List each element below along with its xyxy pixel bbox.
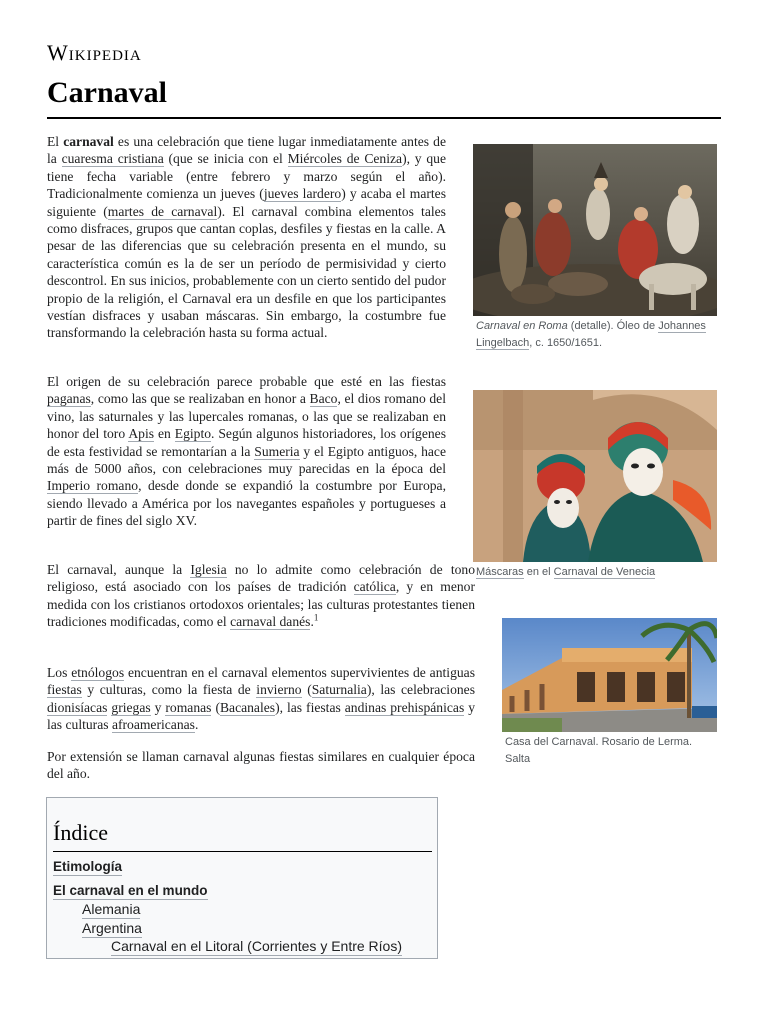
article-link[interactable]: Miércoles de Ceniza <box>287 151 403 167</box>
article-link[interactable]: católica <box>353 579 396 595</box>
article-link[interactable]: Saturnalia <box>311 682 367 698</box>
title-divider <box>47 117 721 119</box>
figure-painting <box>473 144 717 352</box>
article-link[interactable]: dionisíacas <box>47 699 108 715</box>
toc-item-argentina[interactable]: Argentina <box>82 920 142 936</box>
article-link[interactable]: Johannes Lingelbach <box>476 320 706 349</box>
toc-item-etimologia[interactable]: Etimología <box>53 859 123 874</box>
toc-item-carnaval-litoral[interactable]: Carnaval en el Litoral (Corrientes y Entre Ríos) <box>111 938 403 954</box>
toc-divider <box>53 851 432 852</box>
article-link[interactable]: invierno <box>256 682 302 698</box>
casa-del-carnaval-photo[interactable] <box>502 618 717 732</box>
paragraph-religion: El carnaval, aunque la Iglesia no lo admite como celebración de tono religioso, está asociado con los países de tradición católica, y en menor medida con los cristianos ortodoxos orientales; las culturas protestantes tienen tradiciones modificadas, como el carnaval danés.$^1$ <box>47 562 475 630</box>
article-link[interactable]: Baco <box>309 391 338 407</box>
article-link[interactable]: Sumeria <box>254 443 300 459</box>
figure-casa-carnaval <box>502 618 717 768</box>
article-link[interactable]: Iglesia <box>190 562 227 577</box>
article-link[interactable]: jueves lardero <box>263 186 342 202</box>
paragraph-intro: El carnaval es una celebración que tiene lugar inmediatamente antes de la cuaresma cristiana (que se inicia con el Miércoles de Ceniza), y que tiene fecha variable (entre febrero y marzo según el año). Tradicionalmente comienza un jueves (jueves lardero) y acaba el martes siguiente (martes de carnaval). El carnaval combina elementos tales como disfraces, grupos que cantan coplas, desfiles y fiestas en la calle. A pesar de las diferencias que su celebración presenta en el mundo, su característica común es la de ser un período de permisividad y cierto descontrol. En sus inicios, probablemente con un cierto sentido del pudor propio de la religión, el Carnaval era un desfile en que los participantes vestían disfraces y usaban máscaras. Sin embargo, la costumbre fue transformando la celebración hasta su forma actual. <box>47 134 446 341</box>
bold-term: carnaval <box>63 134 114 149</box>
figure-casa-caption: Casa del Carnaval. Rosario de Lerma. Salta <box>505 736 693 765</box>
page-title: Carnaval <box>47 76 167 109</box>
article-link[interactable]: fiestas <box>47 682 82 698</box>
article-link[interactable]: andinas prehispánicas <box>344 699 465 715</box>
paragraph-origin: El origen de su celebración parece probable que esté en las fiestas paganas, como las que se realizaban en honor a Baco, el dios romano del vino, las saturnales y las lupercales romanas, o las que se realizaban en honor del toro Apis en Egipto. Según algunos historiadores, los orígenes de esta festividad se remontarían a la Sumeria y el Egipto antiguos, hace más de 5000 años, con celebraciones muy parecidas en la época del Imperio romano, desde donde se expandió la costumbre por Europa, siendo llevado a América por los navegantes españoles y portugueses a partir de fines del siglo XV. <box>47 374 446 529</box>
paragraph-ethnology: Los etnólogos encuentran en el carnaval elementos supervivientes de antiguas fiestas y culturas, como la fiesta de invierno (Saturnalia), las celebraciones dionisíacas griegas y romanas (Bacanales), las fiestas andinas prehispánicas y las culturas afroamericanas. <box>47 665 476 733</box>
article-link[interactable]: afroamericanas <box>111 717 195 733</box>
toc-item-carnaval-en-el-mundo[interactable]: El carnaval en el mundo <box>53 883 208 898</box>
wikipedia-logo[interactable]: Wikipedia <box>47 40 142 65</box>
article-link[interactable]: cuaresma cristiana <box>61 151 164 167</box>
figure-masks <box>473 390 717 581</box>
article-link[interactable]: paganas <box>47 391 91 407</box>
article-link[interactable]: griegas <box>111 699 151 715</box>
toc-item-alemania[interactable]: Alemania <box>82 901 141 917</box>
toc-title: Índice <box>53 820 108 845</box>
venice-masks-photo[interactable] <box>473 390 717 562</box>
article-link[interactable]: etnólogos <box>71 665 125 680</box>
figure-masks-caption: Máscaras en el Carnaval de Venecia <box>476 566 656 578</box>
paragraph-extension: Por extensión se llaman carnaval algunas fiestas similares en cualquier época del año. <box>47 749 475 782</box>
italic-title: Carnaval en Roma <box>476 320 568 332</box>
carnaval-en-roma-painting[interactable] <box>473 144 717 316</box>
figure-painting-caption: Carnaval en Roma (detalle). Óleo de Johannes Lingelbach, c. 1650/1651. <box>476 320 706 349</box>
article-link[interactable]: Imperio romano <box>47 478 139 494</box>
article-link[interactable]: romanas <box>165 699 212 715</box>
article-link[interactable]: Carnaval de Venecia <box>553 566 656 578</box>
reference-marker[interactable]: 1 <box>313 612 319 623</box>
article-link[interactable]: martes de carnaval <box>107 203 218 219</box>
article-link[interactable]: Bacanales <box>219 699 276 715</box>
table-of-contents <box>46 797 438 959</box>
article-link[interactable]: Máscaras <box>476 566 524 578</box>
article-link[interactable]: Egipto <box>174 426 212 442</box>
article-link[interactable]: carnaval danés <box>230 614 311 630</box>
article-link[interactable]: Apis <box>128 426 155 442</box>
